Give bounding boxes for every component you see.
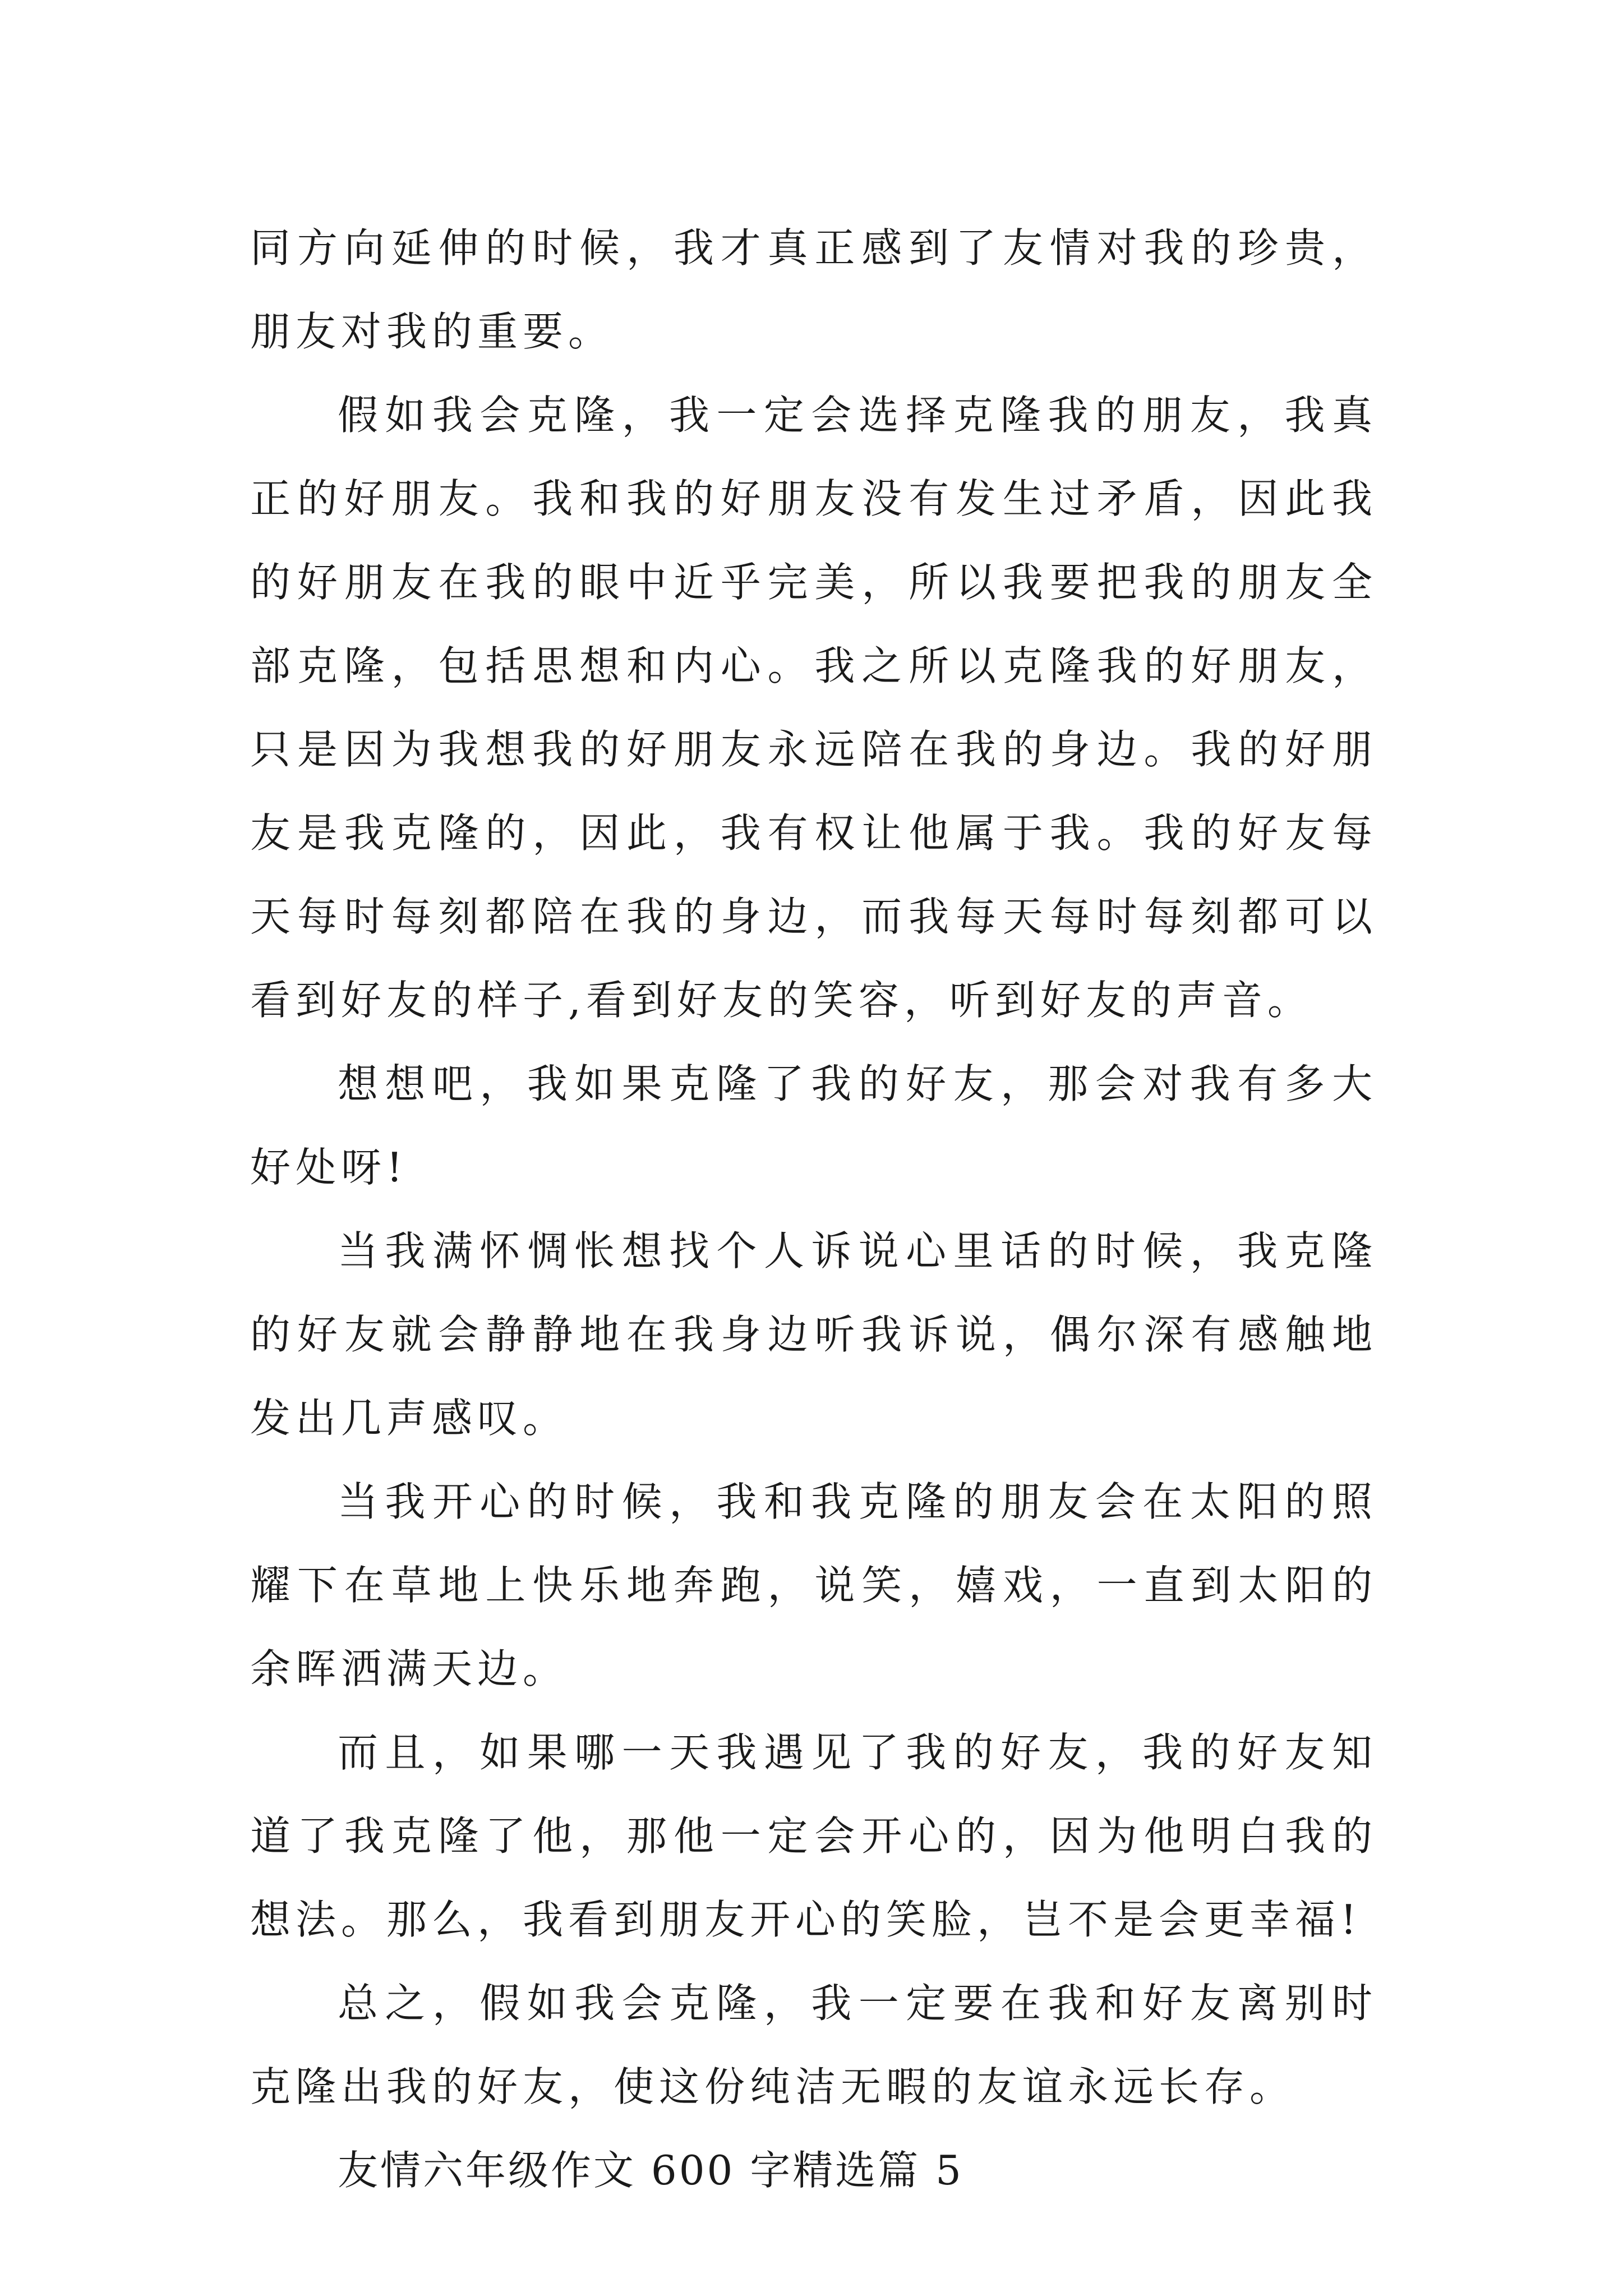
paragraph-conclusion: 总之，假如我会克隆，我一定要在我和好友离别时克隆出我的好友，使这份纯洁无暇的友谊永远长存。 bbox=[250, 1980, 1377, 2110]
section-heading: 友情六年级作文 600 字精选篇 5 bbox=[338, 2147, 963, 2194]
paragraph-meeting-friend: 而且，如果哪一天我遇见了我的好友，我的好友知道了我克隆了他，那他一定会开心的，因为他明白我的想法。那么，我看到朋友开心的笑脸，岂不是会更幸福! bbox=[250, 1729, 1377, 1943]
paragraph-clone-friend: 假如我会克隆，我一定会选择克隆我的朋友，我真正的好朋友。我和我的好朋友没有发生过矛盾，因此我的好朋友在我的眼中近乎完美，所以我要把我的朋友全部克隆，包括思想和内心。我之所以克隆我的好朋友，只是因为我想我的好朋友永远陪在我的身边。我的好朋友是我克隆的，因此，我有权让他属于我。我的好友每天每时每刻都陪在我的身边，而我每天每时每刻都可以看到好友的样子,看到好友的笑容，听到好友的声音。 bbox=[250, 392, 1377, 1024]
paragraph-continuation: 同方向延伸的时候，我才真正感到了友情对我的珍贵，朋友对我的重要。 bbox=[250, 224, 1377, 355]
paragraph-when-sad: 当我满怀惆怅想找个人诉说心里话的时候，我克隆的好友就会静静地在我身边听我诉说，偶尔深有感触地发出几声感叹。 bbox=[250, 1227, 1377, 1442]
paragraph-think-about-it: 想想吧，我如果克隆了我的好友，那会对我有多大好处呀! bbox=[250, 1060, 1377, 1191]
paragraph-when-happy: 当我开心的时候，我和我克隆的朋友会在太阳的照耀下在草地上快乐地奔跑，说笑，嬉戏，一直到太阳的余晖洒满天边。 bbox=[250, 1478, 1377, 1692]
document-body bbox=[250, 206, 1377, 2212]
